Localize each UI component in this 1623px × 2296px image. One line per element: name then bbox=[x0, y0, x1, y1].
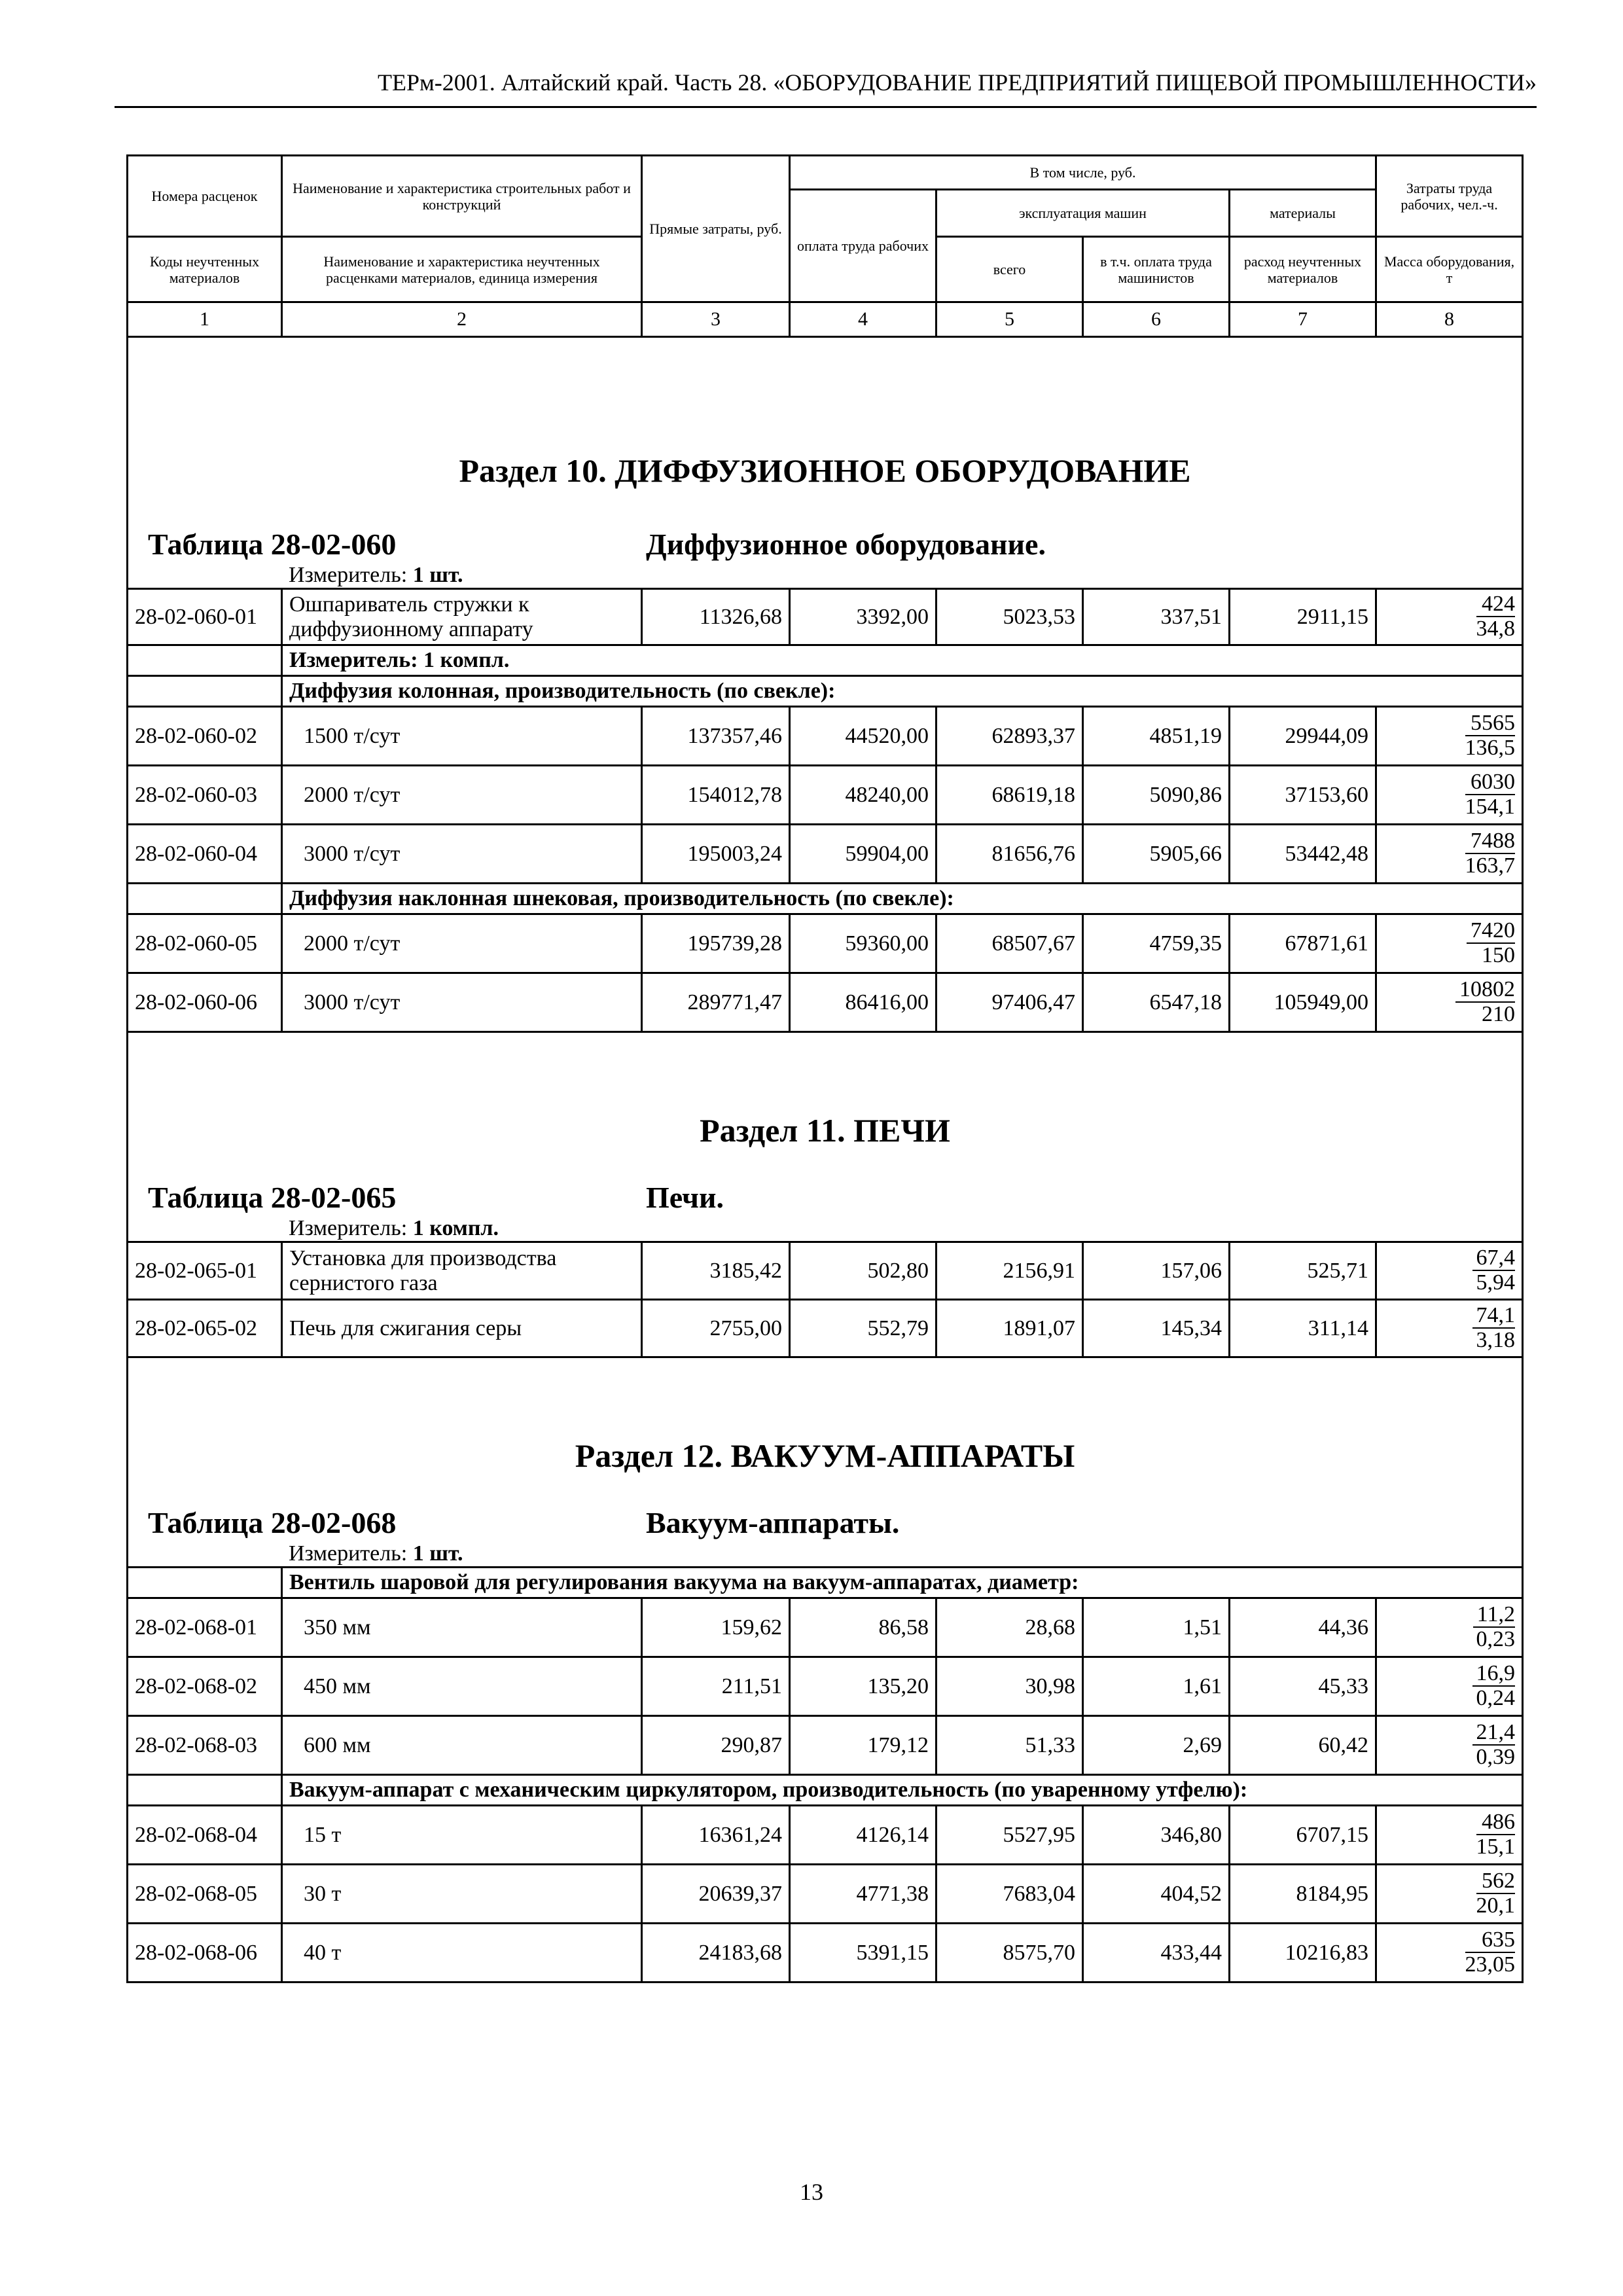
labor-pay: 48240,00 bbox=[790, 766, 936, 825]
table-name: Диффузионное оборудование. bbox=[646, 528, 1046, 561]
labor-hours: 562 bbox=[1476, 1869, 1516, 1894]
table-number: Таблица 28-02-065 bbox=[148, 1181, 397, 1214]
materials: 105949,00 bbox=[1230, 973, 1376, 1032]
machines-total: 1891,07 bbox=[936, 1300, 1083, 1357]
labor-pay: 4771,38 bbox=[790, 1865, 936, 1924]
page-number: 13 bbox=[800, 2179, 823, 2205]
labor-mass-fraction bbox=[1476, 592, 1516, 641]
rate-name: 3000 т/сут bbox=[282, 825, 642, 884]
header-machinists-pay: в т.ч. оплата труда машинистов bbox=[1083, 237, 1230, 302]
column-number: 5 bbox=[936, 302, 1083, 337]
equipment-mass: 150 bbox=[1482, 943, 1516, 967]
equipment-mass: 5,94 bbox=[1476, 1270, 1516, 1295]
machines-total: 97406,47 bbox=[936, 973, 1083, 1032]
labor-hours: 21,4 bbox=[1472, 1721, 1516, 1746]
column-number: 6 bbox=[1083, 302, 1230, 337]
direct-costs: 195739,28 bbox=[642, 914, 790, 973]
labor-mass-fraction bbox=[1472, 1246, 1516, 1295]
labor-hours: 424 bbox=[1476, 592, 1516, 617]
table-row bbox=[128, 766, 1523, 825]
direct-costs: 24183,68 bbox=[642, 1924, 790, 1982]
unit-value: 1 шт. bbox=[412, 563, 463, 587]
direct-costs: 2755,00 bbox=[642, 1300, 790, 1357]
rate-name: 350 мм bbox=[282, 1598, 642, 1657]
direct-costs: 290,87 bbox=[642, 1716, 790, 1775]
labor-hours: 5565 bbox=[1465, 711, 1516, 736]
direct-costs: 289771,47 bbox=[642, 973, 790, 1032]
unit-line bbox=[135, 1541, 1515, 1566]
rate-code: 28-02-060-05 bbox=[128, 914, 282, 973]
labor-mass-fraction bbox=[1465, 711, 1516, 760]
rate-code: 28-02-068-05 bbox=[128, 1865, 282, 1924]
header-work-name: Наименование и характеристика строительных работ и конструкций bbox=[282, 156, 642, 237]
header-machines: эксплуатация машин bbox=[936, 190, 1230, 237]
direct-costs: 16361,24 bbox=[642, 1806, 790, 1865]
unit-label: Измеритель: bbox=[289, 563, 408, 587]
labor-pay: 4126,14 bbox=[790, 1806, 936, 1865]
rate-code: 28-02-060-04 bbox=[128, 825, 282, 884]
machines-total: 68619,18 bbox=[936, 766, 1083, 825]
header-labor-pay: оплата труда рабочих bbox=[790, 190, 936, 302]
equipment-mass: 136,5 bbox=[1465, 736, 1516, 760]
table-title bbox=[135, 526, 1515, 563]
rate-name: 2000 т/сут bbox=[282, 766, 642, 825]
labor-pay: 59904,00 bbox=[790, 825, 936, 884]
machines-total: 8575,70 bbox=[936, 1924, 1083, 1982]
machines-total: 5527,95 bbox=[936, 1806, 1083, 1865]
labor-hours: 16,9 bbox=[1472, 1662, 1516, 1687]
rate-code: 28-02-068-04 bbox=[128, 1806, 282, 1865]
materials: 8184,95 bbox=[1230, 1865, 1376, 1924]
rate-name: 600 мм bbox=[282, 1716, 642, 1775]
running-header: ТЕРм-2001. Алтайский край. Часть 28. «ОБОРУДОВАНИЕ ПРЕДПРИЯТИЙ ПИЩЕВОЙ ПРОМЫШЛЕННОСТИ» bbox=[115, 63, 1537, 108]
labor-hours: 635 bbox=[1465, 1928, 1516, 1953]
labor-mass-fraction bbox=[1465, 1928, 1516, 1977]
labor-hours: 486 bbox=[1476, 1810, 1516, 1835]
rate-name: 1500 т/сут bbox=[282, 707, 642, 766]
header-material-names: Наименование и характеристика неучтенных расценками материалов, единица измерения bbox=[282, 237, 642, 302]
equipment-mass: 34,8 bbox=[1476, 617, 1516, 641]
labor-mass-fraction bbox=[1465, 829, 1516, 878]
rate-code: 28-02-060-01 bbox=[128, 589, 282, 645]
table-name: Вакуум-аппараты. bbox=[646, 1506, 900, 1539]
labor-hours: 11,2 bbox=[1473, 1603, 1515, 1628]
table-row bbox=[128, 1865, 1523, 1924]
materials: 44,36 bbox=[1230, 1598, 1376, 1657]
labor-hours: 74,1 bbox=[1472, 1304, 1516, 1329]
machinists-pay: 5090,86 bbox=[1083, 766, 1230, 825]
rate-code: 28-02-060-06 bbox=[128, 973, 282, 1032]
equipment-mass: 0,23 bbox=[1476, 1627, 1516, 1651]
rate-name: 40 т bbox=[282, 1924, 642, 1982]
rate-code: 28-02-068-01 bbox=[128, 1598, 282, 1657]
materials: 525,71 bbox=[1230, 1242, 1376, 1300]
equipment-mass: 15,1 bbox=[1476, 1835, 1516, 1859]
machines-total: 51,33 bbox=[936, 1716, 1083, 1775]
labor-pay: 86,58 bbox=[790, 1598, 936, 1657]
labor-mass-fraction bbox=[1476, 1869, 1516, 1918]
labor-pay: 86416,00 bbox=[790, 973, 936, 1032]
rate-name: 30 т bbox=[282, 1865, 642, 1924]
direct-costs: 11326,68 bbox=[642, 589, 790, 645]
machinists-pay: 337,51 bbox=[1083, 589, 1230, 645]
table-row bbox=[128, 914, 1523, 973]
rate-name: Установка для производства сернистого газа bbox=[282, 1242, 642, 1300]
equipment-mass: 0,39 bbox=[1476, 1745, 1516, 1769]
header-direct-costs: Прямые затраты, руб. bbox=[642, 156, 790, 302]
rate-code: 28-02-068-03 bbox=[128, 1716, 282, 1775]
unit-value: 1 компл. bbox=[412, 1216, 499, 1240]
table-number: Таблица 28-02-060 bbox=[148, 528, 397, 561]
section-title: Раздел 12. ВАКУУМ-АППАРАТЫ bbox=[575, 1437, 1075, 1474]
labor-pay: 44520,00 bbox=[790, 707, 936, 766]
labor-mass-fraction bbox=[1472, 1662, 1516, 1710]
direct-costs: 3185,42 bbox=[642, 1242, 790, 1300]
machinists-pay: 404,52 bbox=[1083, 1865, 1230, 1924]
machinists-pay: 1,51 bbox=[1083, 1598, 1230, 1657]
unit-label: Измеритель: bbox=[289, 648, 418, 672]
column-number: 1 bbox=[128, 302, 282, 337]
column-number: 8 bbox=[1376, 302, 1523, 337]
direct-costs: 211,51 bbox=[642, 1657, 790, 1716]
materials: 60,42 bbox=[1230, 1716, 1376, 1775]
labor-mass-fraction bbox=[1473, 1603, 1515, 1651]
materials: 2911,15 bbox=[1230, 589, 1376, 645]
table-row bbox=[128, 1598, 1523, 1657]
machinists-pay: 157,06 bbox=[1083, 1242, 1230, 1300]
column-number: 2 bbox=[282, 302, 642, 337]
machines-total: 62893,37 bbox=[936, 707, 1083, 766]
group-title: Диффузия наклонная шнековая, производительность (по свекле): bbox=[282, 884, 1523, 914]
section-title: Раздел 10. ДИФФУЗИОННОЕ ОБОРУДОВАНИЕ bbox=[459, 452, 1191, 489]
group-title: Вентиль шаровой для регулирования вакуума на вакуум-аппаратах, диаметр: bbox=[282, 1568, 1523, 1598]
rates-table bbox=[126, 154, 1524, 1983]
materials: 53442,48 bbox=[1230, 825, 1376, 884]
rate-name: 450 мм bbox=[282, 1657, 642, 1716]
labor-mass-fraction bbox=[1472, 1304, 1516, 1352]
machines-total: 5023,53 bbox=[936, 589, 1083, 645]
materials: 29944,09 bbox=[1230, 707, 1376, 766]
materials: 45,33 bbox=[1230, 1657, 1376, 1716]
table-name: Печи. bbox=[646, 1181, 724, 1214]
rate-code: 28-02-068-02 bbox=[128, 1657, 282, 1716]
machinists-pay: 346,80 bbox=[1083, 1806, 1230, 1865]
materials: 311,14 bbox=[1230, 1300, 1376, 1357]
labor-pay: 552,79 bbox=[790, 1300, 936, 1357]
labor-mass-fraction bbox=[1476, 1810, 1516, 1859]
labor-mass-fraction bbox=[1465, 770, 1516, 819]
labor-pay: 5391,15 bbox=[790, 1924, 936, 1982]
equipment-mass: 20,1 bbox=[1476, 1893, 1516, 1918]
labor-pay: 135,20 bbox=[790, 1657, 936, 1716]
column-number: 3 bbox=[642, 302, 790, 337]
table-row bbox=[128, 1716, 1523, 1775]
machinists-pay: 4759,35 bbox=[1083, 914, 1230, 973]
direct-costs: 137357,46 bbox=[642, 707, 790, 766]
materials: 67871,61 bbox=[1230, 914, 1376, 973]
header-material-codes: Коды неучтенных материалов bbox=[128, 237, 282, 302]
machines-total: 81656,76 bbox=[936, 825, 1083, 884]
table-title bbox=[135, 1505, 1515, 1541]
labor-pay: 3392,00 bbox=[790, 589, 936, 645]
table-row bbox=[128, 1300, 1523, 1357]
materials: 10216,83 bbox=[1230, 1924, 1376, 1982]
labor-hours: 7420 bbox=[1467, 919, 1515, 944]
rate-name: 2000 т/сут bbox=[282, 914, 642, 973]
section-title: Раздел 11. ПЕЧИ bbox=[700, 1112, 950, 1149]
labor-mass-fraction bbox=[1455, 978, 1515, 1026]
table-row bbox=[128, 1806, 1523, 1865]
table-number: Таблица 28-02-068 bbox=[148, 1506, 397, 1539]
machinists-pay: 1,61 bbox=[1083, 1657, 1230, 1716]
unit-line bbox=[135, 563, 1515, 588]
table-row bbox=[128, 825, 1523, 884]
labor-mass-fraction bbox=[1472, 1721, 1516, 1769]
rate-code: 28-02-065-02 bbox=[128, 1300, 282, 1357]
direct-costs: 20639,37 bbox=[642, 1865, 790, 1924]
machinists-pay: 433,44 bbox=[1083, 1924, 1230, 1982]
column-number: 4 bbox=[790, 302, 936, 337]
direct-costs: 159,62 bbox=[642, 1598, 790, 1657]
column-number: 7 bbox=[1230, 302, 1376, 337]
rate-name: Ошпариватель стружки к диффузионному аппарату bbox=[282, 589, 642, 645]
labor-pay: 59360,00 bbox=[790, 914, 936, 973]
machines-total: 68507,67 bbox=[936, 914, 1083, 973]
table-row bbox=[128, 1242, 1523, 1300]
rate-name: Печь для сжигания серы bbox=[282, 1300, 642, 1357]
machinists-pay: 5905,66 bbox=[1083, 825, 1230, 884]
table-row bbox=[128, 1924, 1523, 1982]
machines-total: 28,68 bbox=[936, 1598, 1083, 1657]
table-title bbox=[135, 1179, 1515, 1216]
rate-code: 28-02-068-06 bbox=[128, 1924, 282, 1982]
labor-hours: 67,4 bbox=[1472, 1246, 1516, 1271]
equipment-mass: 154,1 bbox=[1465, 795, 1516, 819]
table-row bbox=[128, 973, 1523, 1032]
unit-label: Измеритель: bbox=[289, 1541, 408, 1566]
machinists-pay: 4851,19 bbox=[1083, 707, 1230, 766]
machinists-pay: 145,34 bbox=[1083, 1300, 1230, 1357]
header-rate-numbers: Номера расценок bbox=[128, 156, 282, 237]
labor-hours: 10802 bbox=[1455, 978, 1515, 1003]
header-machines-total: всего bbox=[936, 237, 1083, 302]
equipment-mass: 23,05 bbox=[1465, 1952, 1516, 1977]
direct-costs: 154012,78 bbox=[642, 766, 790, 825]
materials: 6707,15 bbox=[1230, 1806, 1376, 1865]
header-materials-consumption: расход неучтенных материалов bbox=[1230, 237, 1376, 302]
header-materials: материалы bbox=[1230, 190, 1376, 237]
rate-code: 28-02-060-03 bbox=[128, 766, 282, 825]
rate-name: 15 т bbox=[282, 1806, 642, 1865]
labor-mass-fraction bbox=[1467, 919, 1515, 967]
group-title: Вакуум-аппарат с механическим циркулятором, производительность (по уваренному утфелю): bbox=[282, 1775, 1523, 1806]
unit-value: 1 компл. bbox=[423, 648, 510, 672]
header-labor-hours: Затраты труда рабочих, чел.-ч. bbox=[1376, 156, 1523, 237]
rate-code: 28-02-065-01 bbox=[128, 1242, 282, 1300]
header-including: В том числе, руб. bbox=[790, 156, 1376, 190]
labor-pay: 179,12 bbox=[790, 1716, 936, 1775]
labor-hours: 6030 bbox=[1465, 770, 1516, 795]
rate-name: 3000 т/сут bbox=[282, 973, 642, 1032]
group-title: Диффузия колонная, производительность (по свекле): bbox=[282, 676, 1523, 707]
unit-line bbox=[135, 1216, 1515, 1241]
labor-hours: 7488 bbox=[1465, 829, 1516, 854]
machines-total: 2156,91 bbox=[936, 1242, 1083, 1300]
table-row bbox=[128, 1657, 1523, 1716]
unit-label: Измеритель: bbox=[289, 1216, 408, 1240]
unit-value: 1 шт. bbox=[412, 1541, 463, 1566]
table-row bbox=[128, 589, 1523, 645]
equipment-mass: 0,24 bbox=[1476, 1686, 1516, 1710]
machinists-pay: 2,69 bbox=[1083, 1716, 1230, 1775]
equipment-mass: 3,18 bbox=[1476, 1328, 1516, 1352]
direct-costs: 195003,24 bbox=[642, 825, 790, 884]
rate-code: 28-02-060-02 bbox=[128, 707, 282, 766]
equipment-mass: 163,7 bbox=[1465, 853, 1516, 878]
equipment-mass: 210 bbox=[1482, 1002, 1516, 1026]
labor-pay: 502,80 bbox=[790, 1242, 936, 1300]
machines-total: 30,98 bbox=[936, 1657, 1083, 1716]
materials: 37153,60 bbox=[1230, 766, 1376, 825]
table-row bbox=[128, 707, 1523, 766]
machines-total: 7683,04 bbox=[936, 1865, 1083, 1924]
header-equipment-mass: Масса оборудования, т bbox=[1376, 237, 1523, 302]
machinists-pay: 6547,18 bbox=[1083, 973, 1230, 1032]
